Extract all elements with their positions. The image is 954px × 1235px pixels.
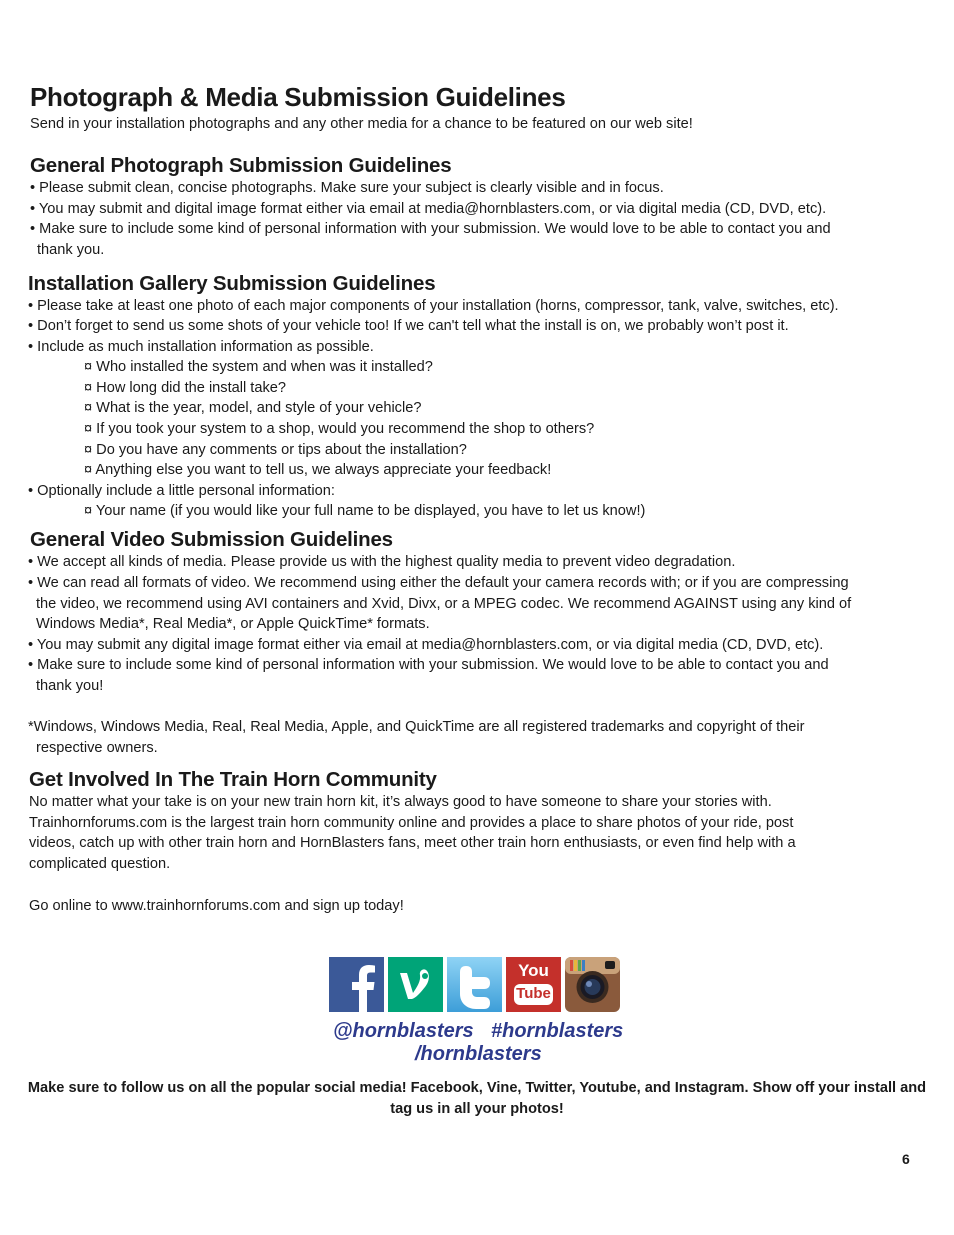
gallery-question-5: ¤ Do you have any comments or tips about the installation?	[84, 442, 467, 458]
gallery-item-2: • Don’t forget to send us some shots of your vehicle too! If we can't tell what the install is on, we probably won’t post it.	[28, 318, 789, 334]
handle-slash: /hornblasters	[415, 1043, 542, 1065]
community-line-3: videos, catch up with other train horn and HornBlasters fans, meet other train horn enthusiasts, or even find help with a	[29, 835, 796, 851]
video-item-2-cont-2: Windows Media*, Real Media*, or Apple QuickTime* formats.	[36, 616, 430, 632]
gallery-optional-sub: ¤ Your name (if you would like your full name to be displayed, you have to let us know!)	[84, 503, 646, 519]
social-icons	[329, 957, 620, 1012]
photo-section-heading: General Photograph Submission Guidelines	[30, 154, 452, 177]
twitter-icon[interactable]	[447, 957, 502, 1012]
community-line-1: No matter what your take is on your new train horn kit, it’s always good to have someone to share your stories with.	[29, 794, 772, 810]
video-item-4-cont: thank you!	[36, 678, 104, 694]
youtube-icon[interactable]	[506, 957, 561, 1012]
photo-item-2: • You may submit and digital image format either via email at media@hornblasters.com, or via digital media (CD, DVD, etc).	[30, 201, 827, 217]
gallery-question-4: ¤ If you took your system to a shop, would you recommend the shop to others?	[84, 421, 595, 437]
facebook-icon[interactable]	[329, 957, 384, 1012]
community-line-2: Trainhornforums.com is the largest train horn community online and provides a place to share photos of your ride, post	[29, 815, 794, 831]
video-item-2: • We can read all formats of video. We recommend using either the default your camera records with; or if you are compressing	[28, 575, 849, 591]
community-line-4: complicated question.	[29, 856, 171, 872]
gallery-question-3: ¤ What is the year, model, and style of your vehicle?	[84, 400, 422, 416]
youtube-you-text: You	[518, 961, 549, 980]
gallery-question-6: ¤ Anything else you want to tell us, we always appreciate your feedback!	[84, 462, 552, 478]
instagram-icon[interactable]	[565, 957, 620, 1012]
handle-at: @hornblasters	[333, 1020, 474, 1042]
video-item-3: • You may submit any digital image format either via email at media@hornblasters.com, or via digital media (CD, DVD, etc).	[28, 637, 824, 653]
photo-item-3-cont: thank you.	[37, 242, 105, 258]
gallery-item-1: • Please take at least one photo of each major components of your installation (horns, compressor, tank, valve, switches, etc).	[28, 298, 839, 314]
page-title: Photograph & Media Submission Guidelines	[30, 82, 566, 112]
video-section-heading: General Video Submission Guidelines	[30, 528, 393, 551]
gallery-question-1: ¤ Who installed the system and when was it installed?	[84, 359, 433, 375]
trademark-note: *Windows, Windows Media, Real, Real Media, Apple, and QuickTime are all registered trademarks and copyright of their	[28, 719, 805, 735]
community-cta: Go online to www.trainhornforums.com and sign up today!	[29, 898, 404, 914]
gallery-optional: • Optionally include a little personal information:	[28, 483, 335, 499]
photo-item-1: • Please submit clean, concise photographs. Make sure your subject is clearly visible and in focus.	[30, 180, 664, 196]
vine-icon[interactable]	[388, 957, 443, 1012]
handle-hash: #hornblasters	[491, 1020, 624, 1042]
gallery-question-2: ¤ How long did the install take?	[84, 380, 287, 396]
follow-note: Make sure to follow us on all the popular social media! Facebook, Vine, Twitter, Youtube, and Instagram. Show off your install and tag us in all your photos!	[27, 1080, 927, 1117]
trademark-note-cont: respective owners.	[36, 740, 158, 756]
video-item-2-cont-1: the video, we recommend using AVI containers and Xvid, Divx, or a MPEG codec. We recommend AGAINST using any kind of	[36, 596, 852, 612]
page-number: 6	[902, 1151, 910, 1167]
video-item-1: • We accept all kinds of media. Please provide us with the highest quality media to prevent video degradation.	[28, 554, 736, 570]
video-item-4: • Make sure to include some kind of personal information with your submission. We would love to be able to contact you and	[28, 657, 829, 673]
intro-text: Send in your installation photographs and any other media for a chance to be featured on our web site!	[30, 116, 693, 132]
community-section-heading: Get Involved In The Train Horn Community	[29, 768, 437, 791]
youtube-tube-text: Tube	[516, 985, 551, 1002]
gallery-item-3: • Include as much installation information as possible.	[28, 339, 374, 355]
photo-item-3: • Make sure to include some kind of personal information with your submission. We would love to be able to contact you and	[30, 221, 831, 237]
gallery-section-heading: Installation Gallery Submission Guidelines	[28, 272, 436, 295]
